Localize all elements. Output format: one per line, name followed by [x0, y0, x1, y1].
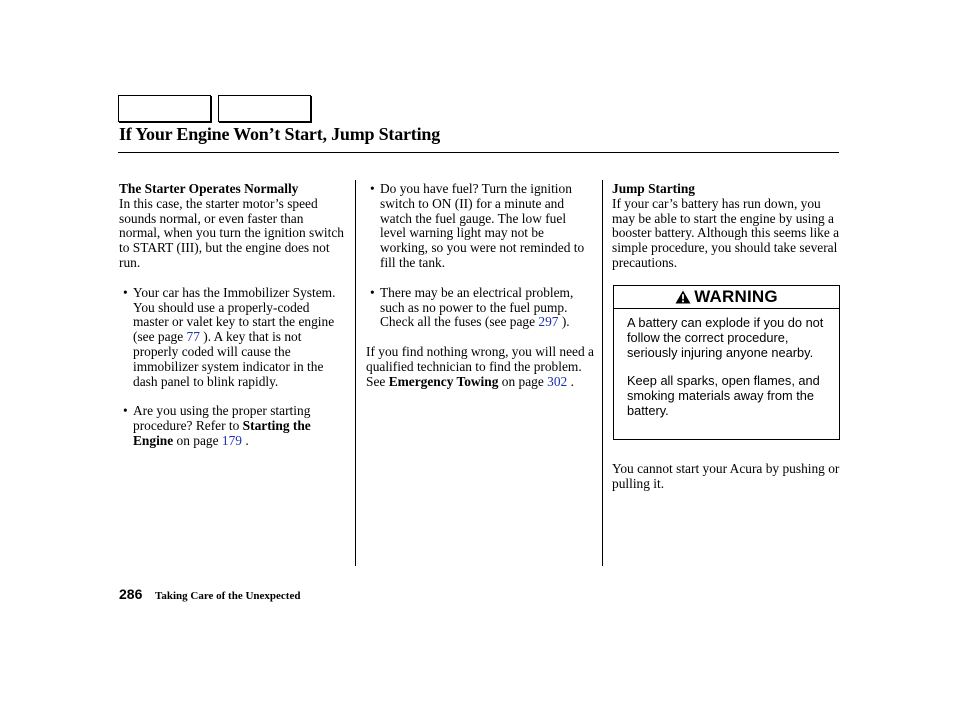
page-title: If Your Engine Won’t Start, Jump Starting [119, 124, 441, 144]
warning-label: WARNING [694, 287, 778, 306]
page-link[interactable]: 297 [538, 314, 559, 330]
page-number: 286 [119, 586, 143, 602]
paragraph: You cannot start your Acura by pushing or pulling it. [612, 461, 840, 491]
list-item: • Your car has the Immobilizer System. You should use a properly-coded master or valet key to start the engine (see page 77 ). A key that is not properly coded will cause the immobilizer system indicator in the dash panel to blink rapidly. [123, 284, 336, 389]
paragraph: If you find nothing wrong, you will need a qualified technician to find the problem. See Emergency Towing on page 302 . [366, 344, 594, 389]
paragraph: In this case, the starter motor’s speed sounds normal, or even faster than normal, when you turn the ignition switch to START (III), but the engine does not run. [119, 195, 345, 270]
section-name: Taking Care of the Unexpected [155, 590, 301, 602]
nav-button-previous[interactable] [118, 95, 211, 122]
warning-box [613, 285, 840, 440]
page-link[interactable]: 179 [221, 432, 242, 448]
column-left [119, 182, 347, 449]
section-heading: Jump Starting [612, 181, 695, 196]
page-link[interactable]: 77 [186, 329, 200, 345]
warning-triangle-icon [675, 290, 691, 304]
column-middle [366, 182, 594, 390]
warning-header [614, 286, 839, 309]
list-item: • Are you using the proper starting procedure? Refer to Starting the Engine on page 179 . [123, 403, 311, 448]
bullet-icon: • [123, 284, 128, 300]
column-divider [602, 180, 603, 566]
page-link[interactable]: 302 [547, 373, 568, 389]
column-right [612, 182, 840, 271]
bullet-icon: • [370, 181, 375, 196]
paragraph: If your car’s battery has run down, you may be able to start the engine by using a booster battery. Although this seems like a simple procedure, you should take several precautions. [612, 195, 840, 270]
nav-button-next[interactable] [218, 95, 311, 122]
warning-text: A battery can explode if you do not follow the correct procedure, seriously injuring anyone nearby. [627, 315, 824, 360]
column-divider [355, 180, 356, 566]
list-item: • Do you have fuel? Turn the ignition switch to ON (II) for a minute and watch the fuel gauge. The low fuel level warning light may not be working, so you were not reminded to fill the tank. [370, 181, 585, 270]
warning-body [614, 309, 839, 419]
warning-text: Keep all sparks, open flames, and smoking materials away from the battery. [627, 373, 820, 418]
section-heading: The Starter Operates Normally [119, 181, 299, 196]
title-rule [118, 152, 839, 153]
bullet-icon: • [370, 284, 375, 300]
list-item: • There may be an electrical problem, such as no power to the fuel pump. Check all the fuses (see page 297 ). [370, 284, 574, 330]
column-right-outro [612, 462, 840, 492]
bullet-icon: • [123, 403, 128, 419]
